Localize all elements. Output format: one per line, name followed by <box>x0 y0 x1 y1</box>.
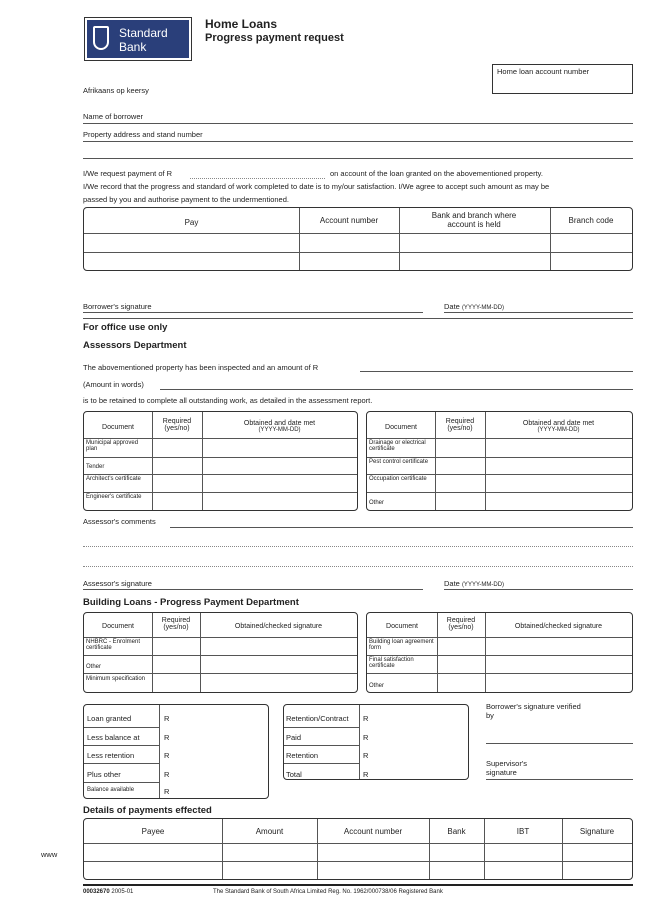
retention-row-label: Paid <box>286 733 302 742</box>
borrower-sig-verified-label: Borrower's signature verified by <box>486 702 581 720</box>
assessor-comments-field-2[interactable] <box>83 546 633 547</box>
assess-right-document-header: Document <box>385 424 417 431</box>
brand-line2: Bank <box>119 40 147 54</box>
build-right-row: Building loan agreement form <box>369 639 434 651</box>
amount-words-label: (Amount in words) <box>83 380 144 389</box>
record-line1: I/We record that the progress and standard of work completed to date is to my/our satisfaction. I/We agree to accept such amount as may be <box>83 182 550 191</box>
build-right-obtained-header: Obtained/checked signature <box>514 623 603 630</box>
brand-line1: Standard <box>119 26 168 40</box>
bank-branch-header: Bank and branch where account is held <box>431 211 517 229</box>
page-subtitle: Progress payment request <box>205 32 344 44</box>
retention-currency: R <box>363 733 369 742</box>
request-prefix: I/We request payment of R <box>83 169 173 178</box>
payments-col-amount: Amount <box>255 827 284 836</box>
payments-col-signature: Signature <box>579 827 615 836</box>
supervisor-sig-label: Supervisor's signature <box>486 759 528 777</box>
retention-row-label: Retention <box>286 751 319 760</box>
loan-row-label: Loan granted <box>87 714 132 723</box>
build-right-row: Final satisfaction certificate <box>369 657 414 669</box>
supervisor-sig-field[interactable] <box>486 779 633 780</box>
footer-legal: The Standard Bank of South Africa Limited Reg. No. 1962/000738/06 Registered Bank <box>213 889 443 895</box>
account-number-header: Account number <box>319 216 379 225</box>
date-field-1[interactable] <box>444 312 633 313</box>
assess-right-required-header: Required (yes/no) <box>445 418 475 432</box>
assessor-comments-label: Assessor's comments <box>83 517 156 526</box>
assess-right-row: Pest control certificate <box>369 459 429 465</box>
shield-icon <box>93 26 109 50</box>
building-table-left <box>83 612 358 693</box>
page-title: Home Loans <box>205 17 278 31</box>
loan-currency: R <box>164 751 170 760</box>
assess-right-row: Other <box>369 500 385 506</box>
borrower-signature-label: Borrower's signature <box>83 302 152 311</box>
standard-bank-logo <box>84 17 192 61</box>
account-number-box[interactable] <box>492 64 633 94</box>
record-line2: passed by you and authorise payment to the undermentioned. <box>83 195 289 204</box>
property-address-label: Property address and stand number <box>83 130 203 139</box>
payments-col-account: Account number <box>343 827 403 836</box>
loan-currency: R <box>164 787 170 796</box>
payments-heading: Details of payments effected <box>83 805 212 816</box>
assess-left-row: Architect's certificate <box>86 476 141 482</box>
retention-row-label: Retention/Contract <box>286 714 349 723</box>
assessment-table-right <box>366 411 633 511</box>
building-table-right <box>366 612 633 693</box>
assess-left-row: Tender <box>86 464 105 470</box>
property-address-field-2[interactable] <box>83 158 633 159</box>
request-amount-field[interactable] <box>190 178 325 179</box>
assessors-dept-heading: Assessors Department <box>83 340 187 351</box>
pay-header: Pay <box>184 218 199 227</box>
build-left-document-header: Document <box>102 623 134 630</box>
assessor-comments-field-3[interactable] <box>83 566 633 567</box>
borrower-signature-field[interactable] <box>83 312 423 313</box>
retention-box <box>283 704 469 780</box>
assess-left-required-header: Required (yes/no) <box>162 418 192 432</box>
request-suffix: on account of the loan granted on the abovementioned property. <box>330 169 543 178</box>
assess-left-row: Municipal approved plan <box>86 440 139 452</box>
build-left-row: Other <box>86 664 102 670</box>
build-left-row: Minimum specification <box>86 676 146 682</box>
payments-col-payee: Payee <box>141 827 165 836</box>
retention-currency: R <box>363 770 369 779</box>
inspected-amount-field[interactable] <box>360 371 633 372</box>
retention-currency: R <box>363 751 369 760</box>
loan-row-label: Plus other <box>87 770 121 779</box>
assess-left-obtained-header: Obtained and date met (YYYY-MM-DD) <box>243 420 316 433</box>
retained-text: is to be retained to complete all outstanding work, as detailed in the assessment report. <box>83 396 373 405</box>
loan-row-label: Less balance at <box>87 733 140 742</box>
assess-right-obtained-header: Obtained and date met (YYYY-MM-DD) <box>522 420 595 433</box>
date-field-2[interactable] <box>444 589 633 590</box>
build-left-obtained-header: Obtained/checked signature <box>234 623 323 630</box>
assessor-signature-label: Assessor's signature <box>83 579 152 588</box>
loan-summary-box <box>83 704 269 799</box>
build-left-row: NHBRC - Enrolment certificate <box>86 639 141 651</box>
borrower-name-field[interactable] <box>83 123 633 124</box>
afrikaans-note: Afrikaans op keersy <box>83 86 149 95</box>
property-address-field[interactable] <box>83 141 633 142</box>
assessment-table-left <box>83 411 358 511</box>
loan-row-label: Less retention <box>87 751 135 760</box>
date-label-2: Date (YYYY-MM-DD) <box>444 579 505 588</box>
office-use-heading: For office use only <box>83 322 168 333</box>
payments-col-ibt: IBT <box>516 827 530 836</box>
build-right-row: Other <box>369 683 385 689</box>
pay-table <box>83 207 633 271</box>
branch-code-header: Branch code <box>568 216 614 225</box>
loan-currency: R <box>164 733 170 742</box>
assess-left-document-header: Document <box>102 424 134 431</box>
build-left-required-header: Required (yes/no) <box>161 617 191 631</box>
borrower-sig-verified-field[interactable] <box>486 743 633 744</box>
footer-code: 00032670 2005-01 <box>83 889 134 895</box>
loan-currency: R <box>164 770 170 779</box>
retention-currency: R <box>363 714 369 723</box>
account-number-label: Home loan account number <box>497 67 590 76</box>
assess-right-row: Occupation certificate <box>369 476 427 482</box>
loan-currency: R <box>164 714 170 723</box>
assessor-comments-field[interactable] <box>170 527 633 528</box>
assessor-signature-field[interactable] <box>83 589 423 590</box>
amount-words-field[interactable] <box>160 389 633 390</box>
borrower-name-label: Name of borrower <box>83 112 144 121</box>
build-right-document-header: Document <box>386 623 418 630</box>
build-right-required-header: Required (yes/no) <box>446 617 476 631</box>
date-label-1: Date (YYYY-MM-DD) <box>444 302 505 311</box>
building-loans-heading: Building Loans - Progress Payment Department <box>83 597 299 608</box>
payments-table <box>83 818 633 880</box>
margin-mark: www <box>41 850 58 859</box>
loan-row-label: Balance available <box>87 787 135 793</box>
inspected-text: The abovementioned property has been inspected and an amount of R <box>83 363 319 372</box>
payments-col-bank: Bank <box>447 827 466 836</box>
assess-right-row: Drainage or electrical certificate <box>369 440 426 452</box>
retention-row-label: Total <box>286 770 302 779</box>
assess-left-row: Engineer's certificate <box>86 494 142 500</box>
